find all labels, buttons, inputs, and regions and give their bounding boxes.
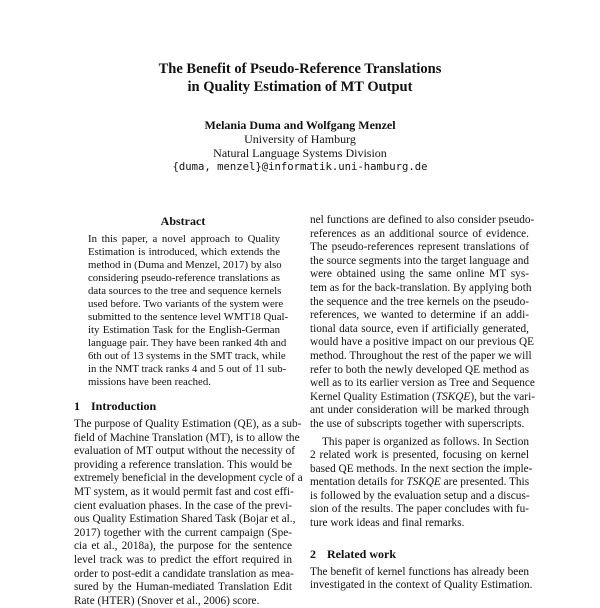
author-block [0,118,600,174]
tskqe-term: TSKQE [406,476,441,489]
paragraph-kernels [310,214,535,432]
text-line: field of Machine Translation (MT), is to allow the [74,431,300,444]
abstract-line: data sources to the tree and sequence kernels [88,285,282,297]
text-line: Rate (HTER) (Snover et al., 2006) score. [74,594,260,607]
section-number: 2 [310,546,316,561]
text-line: references as an additional source of evidence. [310,227,529,240]
section-title: Introduction [91,399,157,413]
text-line: The purpose of Quality Estimation (QE), as a sub- [74,418,302,430]
division: Natural Language Systems Division [213,146,387,160]
text-line: method. Throughout the rest of the paper we will [310,349,532,362]
text-line: tional data source, even if artificially generated, [310,322,529,335]
author-names: Melania Duma and Wolfgang Menzel [204,118,396,132]
abstract-text [88,233,289,389]
text-line: tem as for the back-translation. By applying both [310,281,532,294]
text-line: the sequence and the tree kernels on the pseudo- [310,295,529,308]
text-line: The pseudo-references represent translations of [310,241,529,254]
section-title: Related work [327,546,396,561]
text-line: ture work ideas and final remarks. [310,517,465,530]
abstract-line: 6th out of 13 systems in the SMT track, while [88,350,286,362]
left-column [74,214,303,608]
abstract-line: ity Estimation Task for the English-German [88,324,280,336]
text-line: level track was to predict the effort required in [74,553,292,566]
text-line: The benefit of kernel functions has already been [310,565,529,578]
abstract-line: language pair. They have been ranked 4th and [88,337,287,349]
text-line: well as to its earlier version as Tree and Sequence [310,377,535,390]
text-line: MT system, as it would permit fast and cost effi- [74,485,294,498]
text-line: evaluation of MT output without the necessity of [74,445,295,458]
title-line-2: in Quality Estimation of MT Output [187,79,413,95]
text-line: order to post-edit a candidate translation as mea- [74,567,294,580]
text-line: 2017) together with the current campaign (Spe- [74,526,292,539]
text-line: providing a reference translation. This would be [74,458,292,471]
text-fragment: Kernel Quality Estimation ( [310,390,436,403]
text-fragment: mentation details for [310,476,407,489]
text-line: nel functions are defined to also consider pseudo- [310,214,535,226]
tskqe-term: TSKQE [435,390,471,403]
text-line: cia et al., 2018a), the purpose for the sentence [74,540,292,553]
text-line: were obtained using the same online MT sys- [310,268,529,281]
text-line: extremely beneficial in the development cycle of a [74,472,303,485]
text-line: ant under consideration will be marked through [310,404,529,417]
abstract-line: Estimation is introduced, which extends the [88,246,280,258]
abstract-heading: Abstract [160,214,206,228]
introduction-text [74,418,303,608]
paper-title [0,60,600,96]
abstract-line: missions have been reached. [88,376,211,388]
text-line: based QE methods. In the next section the imple- [310,462,533,475]
text-line: ous Quality Estimation Shared Task (Bojar et al., [74,513,296,526]
text-line: This paper is organized as follows. In Section [322,435,529,448]
title-line-1: The Benefit of Pseudo-Reference Translations [158,61,442,77]
section-heading-related-work [310,547,529,562]
abstract-line: submitted to the sentence level WMT18 Qual- [88,311,289,323]
related-work-text [310,565,533,593]
text-line: sion of the results. The paper concludes with fu- [310,503,529,516]
text-fragment: are presented. This [440,476,530,489]
abstract-line: considering pseudo-reference translations as [88,272,280,284]
right-column [310,214,535,593]
text-line: would have a positive impact on our previous QE [310,336,535,349]
text-line: 2 related work is presented, focusing on kernel [310,449,529,462]
abstract-line: In this paper, a novel approach to Quality [88,233,280,245]
abstract-line: method in (Duma and Menzel, 2017) by also [88,259,282,271]
text-line: the use of subscripts together with superscripts. [310,417,525,430]
text-line: sured by the Human-mediated Translation Edit [74,581,292,594]
affiliation: University of Hamburg [244,132,356,146]
text-line: is followed by the evaluation setup and a discus- [310,489,530,502]
text-line: references, we wanted to determine if an addi- [310,309,529,322]
paragraph-organization [310,435,533,531]
author-email: {duma, menzel}@informatik.uni-hamburg.de [172,161,428,173]
abstract-line: used before. Two variants of the system were [88,298,284,310]
text-fragment: ), but the vari- [470,390,535,403]
text-line [310,390,535,405]
text-line [310,476,529,490]
text-line: cient evaluation phases. In the case of the previ- [74,499,292,512]
text-line: investigated in the context of Quality Estimation. [310,579,533,592]
section-number: 1 [74,399,80,413]
section-heading-introduction [74,399,292,414]
text-line: the source segments into the target language and [310,254,530,267]
text-line: refer to both the newly developed QE method as [310,363,529,376]
abstract-line: in the NMT track ranks 4 and 5 out of 11 sub- [88,363,287,375]
